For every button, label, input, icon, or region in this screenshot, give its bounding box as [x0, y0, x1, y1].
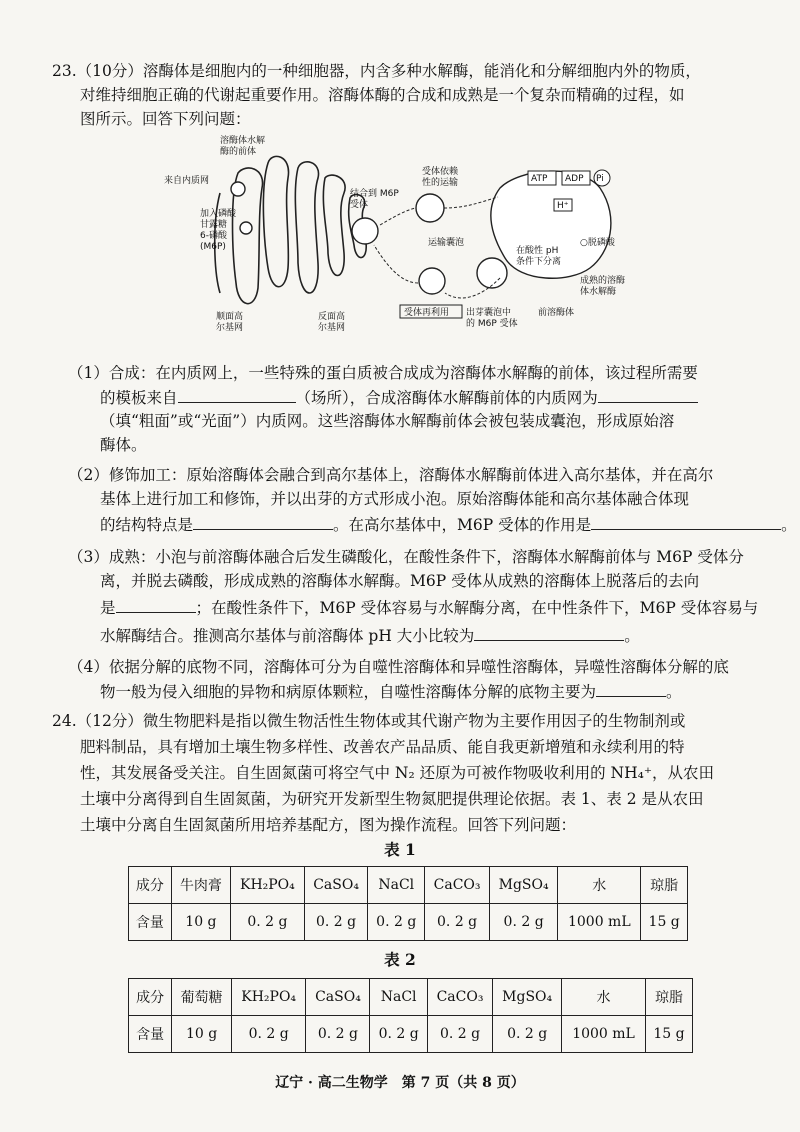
label-recycle: 受体再利用	[404, 308, 450, 318]
table1-cell: 成分	[129, 867, 172, 904]
label-add-m6p-1: 加入磷酸	[200, 209, 237, 219]
table2-cell: 成分	[129, 979, 172, 1016]
q23-p3-line-4: 水解酶结合。推测高尔基体与前溶酶体 pH 大小比较为 。	[100, 624, 640, 647]
q23-p2-line-3: 的结构特点是 。在高尔基体中，M6P 受体的作用是 。	[100, 513, 797, 536]
q24-line-1: 24.（12分）微生物肥料是指以微生物活性生物体或其代谢产物为主要作用因子的生物制剂或	[52, 712, 686, 730]
label-bind-m6p: 结合到 M6P	[350, 189, 399, 199]
table1	[128, 866, 688, 941]
q23-line-3: 图所示。回答下列问题：	[80, 110, 251, 128]
table2-cell: 15 g	[645, 1016, 692, 1053]
table1-cell: KH₂PO₄	[230, 867, 304, 904]
label-add-m6p-4: (M6P)	[200, 242, 226, 252]
label-mature-2: 体水解酶	[580, 287, 617, 297]
q23-p2-line-1: （2）修饰加工：原始溶酶体会融合到高尔基体上，溶酶体水解酶前体进入高尔基体，并在高尔	[68, 466, 714, 484]
table2	[128, 978, 693, 1053]
table2-caption: 表 2	[384, 950, 416, 969]
table2-cell: 0. 2 g	[306, 1016, 370, 1053]
label-add-m6p-3: 6-磷酸	[200, 231, 227, 241]
table1-caption: 表 1	[384, 840, 416, 859]
label-precursor-2: 酶的前体	[220, 147, 257, 157]
table2-cell: 葡萄糖	[172, 979, 232, 1016]
label-dephos: ○脱磷酸	[580, 238, 615, 248]
label-pi: Pi	[596, 174, 604, 184]
table2-cell: 琼脂	[645, 979, 692, 1016]
label-vesicle: 运输囊泡	[428, 238, 465, 248]
table1-cell: 0. 2 g	[425, 904, 490, 941]
q24-line-4: 土壤中分离得到自生固氮菌，为研究开发新型生物氮肥提供理论依据。表 1、表 2 是从农田	[80, 790, 704, 808]
answer-blank-3-1[interactable]	[116, 596, 196, 613]
q24-line-2: 肥料制品，具有增加土壤生物多样性、改善农产品品质、能自我更新增殖和永续利用的特	[80, 738, 685, 756]
table1-cell: CaCO₃	[425, 867, 490, 904]
table1-cell: 10 g	[171, 904, 230, 941]
table2-cell: KH₂PO₄	[231, 979, 306, 1016]
table1-cell: 0. 2 g	[304, 904, 367, 941]
table1-cell: 1000 mL	[558, 904, 641, 941]
answer-blank-4-1[interactable]	[596, 680, 666, 697]
table1-cell: 水	[558, 867, 641, 904]
table2-cell: CaSO₄	[306, 979, 370, 1016]
q23-p3-line-3: 是 ；在酸性条件下，M6P 受体容易与水解酶分离，在中性条件下，M6P 受体容易与	[100, 596, 758, 619]
q24-line-3: 性，其发展备受关注。自生固氮菌可将空气中 N₂ 还原为可被作物吸收利用的 NH₄⁺，从农田	[80, 764, 715, 782]
table2-cell: 0. 2 g	[370, 1016, 427, 1053]
q23-line-1	[52, 60, 701, 82]
q23-p4-line-1: （4）依据分解的底物不同，溶酶体可分为自噬性溶酶体和异噬性溶酶体，异噬性溶酶体分解的底	[68, 658, 729, 676]
table1-cell: 牛肉膏	[171, 867, 230, 904]
lysosome-pathway-diagram	[160, 133, 640, 343]
table1-cell: 琼脂	[641, 867, 688, 904]
table2-cell: 含量	[129, 1016, 172, 1053]
table2-cell: 1000 mL	[562, 1016, 646, 1053]
table1-cell: MgSO₄	[489, 867, 557, 904]
table2-cell: NaCl	[370, 979, 427, 1016]
label-add-m6p-2: 甘露糖	[200, 220, 228, 230]
table2-cell: 0. 2 g	[427, 1016, 492, 1053]
q23-p1-line-1: （1）合成：在内质网上，一些特殊的蛋白质被合成成为溶酶体水解酶的前体，该过程所需要	[68, 364, 698, 382]
answer-blank-1-2[interactable]	[598, 386, 698, 403]
q23-p1-line-2: 的模板来自 （场所），合成溶酶体水解酶前体的内质网为	[100, 386, 698, 409]
q23-line-2: 对维持细胞正确的代谢起重要作用。溶酶体酶的合成和成熟是一个复杂而精确的过程，如	[80, 86, 685, 104]
q23-p1-line-3: （填“粗面”或“光面”）内质网。这些溶酶体水解酶前体会被包装成囊泡，形成原始溶	[100, 412, 675, 430]
label-acid: 在酸性 pH	[516, 246, 559, 256]
table1-cell: 0. 2 g	[489, 904, 557, 941]
table1-cell: NaCl	[368, 867, 425, 904]
label-bud: 出芽囊泡中	[466, 308, 512, 318]
table1-cell: 0. 2 g	[230, 904, 304, 941]
label-acid-2: 条件下分离	[516, 257, 562, 267]
label-trans-golgi: 反面高	[318, 312, 346, 322]
table1-header-row	[129, 867, 688, 904]
label-h: H⁺	[557, 201, 569, 211]
label-bud-2: 的 M6P 受体	[466, 319, 518, 329]
q23-p3-line-1: （3）成熟：小泡与前溶酶体融合后发生磷酸化，在酸性条件下，溶酶体水解酶前体与 M6P 受体分	[68, 548, 744, 566]
page-footer: 辽宁 · 高二生物学 第 7 页（共 8 页）	[275, 1075, 525, 1091]
table2-data-row	[129, 1016, 693, 1053]
label-cis-golgi-2: 尔基网	[216, 323, 244, 333]
answer-blank-2-2[interactable]	[591, 513, 781, 530]
label-transport-2: 性的运输	[422, 178, 459, 188]
table2-cell: MgSO₄	[493, 979, 562, 1016]
label-transport: 受体依赖	[422, 167, 459, 177]
q24-line-5: 土壤中分离自生固氮菌所用培养基配方，图为操作流程。回答下列问题：	[80, 816, 577, 834]
table1-cell: 15 g	[641, 904, 688, 941]
label-pre-lysosome: 前溶酶体	[538, 308, 575, 318]
golgi-apparatus-shape	[215, 156, 367, 303]
label-cis-golgi: 顺面高	[216, 312, 244, 322]
label-atp: ATP	[531, 174, 548, 184]
table1-data-row	[129, 904, 688, 941]
table1-cell: 含量	[129, 904, 172, 941]
table2-cell: 水	[562, 979, 646, 1016]
q23-p2-line-2: 基体上进行加工和修饰，并以出芽的方式形成小泡。原始溶酶体能和高尔基体融合体现	[100, 490, 690, 508]
table2-cell: CaCO₃	[427, 979, 492, 1016]
label-mature: 成熟的溶酶	[580, 276, 626, 286]
label-from-er: 来自内质网	[164, 176, 210, 186]
q23-p1-line-4: 酶体。	[100, 436, 147, 454]
table1-cell: CaSO₄	[304, 867, 367, 904]
table1-cell: 0. 2 g	[368, 904, 425, 941]
q23-p3-line-2: 离，并脱去磷酸，形成成熟的溶酶体水解酶。M6P 受体从成熟的溶酶体上脱落后的去向	[100, 572, 700, 590]
table2-cell: 0. 2 g	[231, 1016, 306, 1053]
label-trans-golgi-2: 尔基网	[318, 323, 346, 333]
answer-blank-3-2[interactable]	[474, 624, 624, 641]
label-precursor: 溶酶体水解	[220, 136, 266, 146]
answer-blank-2-1[interactable]	[193, 513, 333, 530]
answer-blank-1-1[interactable]	[178, 386, 296, 403]
table2-cell: 10 g	[172, 1016, 232, 1053]
label-bind-m6p-2: 受体	[350, 200, 369, 210]
table2-header-row	[129, 979, 693, 1016]
table2-cell: 0. 2 g	[493, 1016, 562, 1053]
q23-p4-line-2: 物一般为侵入细胞的异物和病原体颗粒，自噬性溶酶体分解的底物主要为 。	[100, 680, 682, 703]
q23-header: 23.（10分）溶酶体是细胞内的一种细胞器，内含多种水解酶，能消化和分解细胞内外的物质，	[52, 62, 701, 80]
label-adp: ADP	[565, 174, 584, 184]
